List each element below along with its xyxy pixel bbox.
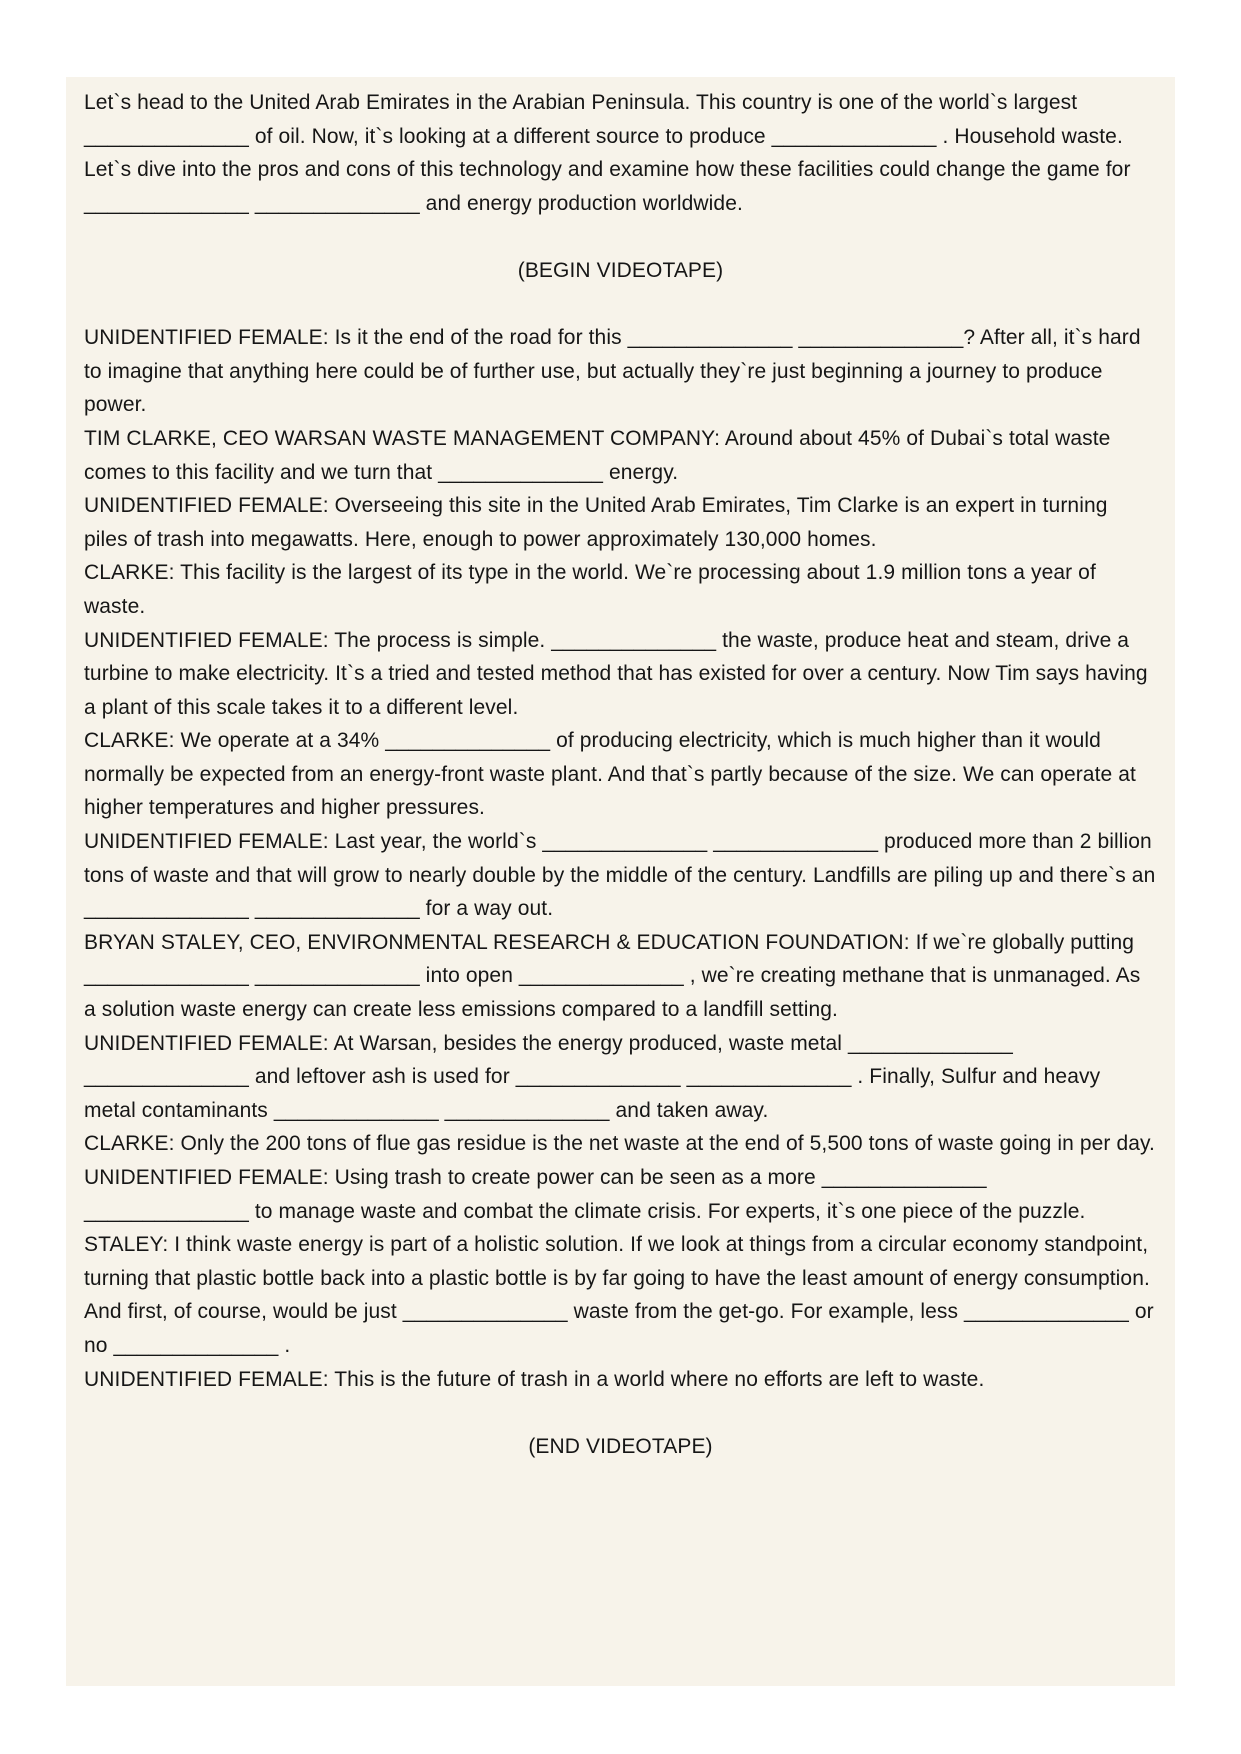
transcript-paragraph: UNIDENTIFIED FEMALE: The process is simple. ______________ the waste, produce heat and steam, drive a turbine to make electricity. It`s a tried and tested method that has existed for over a century. Now Tim says having a plant of this scale takes it to a different level.	[84, 628, 1148, 719]
begin-videotape-marker: (BEGIN VIDEOTAPE)	[517, 258, 724, 282]
end-videotape-marker: (END VIDEOTAPE)	[528, 1434, 713, 1458]
transcript-paragraph: BRYAN STALEY, CEO, ENVIRONMENTAL RESEARCH & EDUCATION FOUNDATION: If we`re globally putting ______________ ______________ into open ______________ , we`re creating methane that is unmanaged. As a solution waste energy can create less emissions compared to a landfill setting.	[84, 930, 1141, 1022]
transcript-paragraph: CLARKE: Only the 200 tons of flue gas residue is the net waste at the end of 5,500 tons of waste going in per day.	[84, 1132, 1155, 1156]
transcript-paragraph: CLARKE: This facility is the largest of its type in the world. We`re processing about 1.9 million tons a year of waste.	[84, 561, 1096, 618]
transcript-sheet	[66, 77, 1175, 1686]
transcript-paragraph: UNIDENTIFIED FEMALE: At Warsan, besides the energy produced, waste metal ______________ ______________ and leftover ash is used for ______________ ______________ . Finally, Sulfur and heavy metal contaminants ______________ ______________ and taken away.	[84, 1031, 1101, 1122]
transcript-paragraph: UNIDENTIFIED FEMALE: Overseeing this site in the United Arab Emirates, Tim Clarke is an expert in turning piles of trash into megawatts. Here, enough to power approximately 130,000 homes.	[84, 494, 1108, 551]
transcript-paragraph: STALEY: I think waste energy is part of a holistic solution. If we look at things from a circular economy standpoint, turning that plastic bottle back into a plastic bottle is by far going to have the least amount of energy consumption. And first, of course, would be just ______________ waste from the get-go. For example, less ______________ or no ______________ .	[84, 1233, 1154, 1357]
transcript-paragraph: UNIDENTIFIED FEMALE: This is the future of trash in a world where no efforts are left to waste.	[84, 1367, 985, 1391]
transcript-paragraph: CLARKE: We operate at a 34% ______________ of producing electricity, which is much higher than it would normally be expected from an energy-front waste plant. And that`s partly because of the size. We can operate at higher temperatures and higher pressures.	[84, 729, 1136, 820]
transcript-paragraph: TIM CLARKE, CEO WARSAN WASTE MANAGEMENT COMPANY: Around about 45% of Dubai`s total waste comes to this facility and we turn that ______________ energy.	[84, 426, 1111, 484]
transcript-body	[84, 321, 1157, 1396]
transcript-paragraph: UNIDENTIFIED FEMALE: Using trash to create power can be seen as a more ______________ ______________ to manage waste and combat the climate crisis. For experts, it`s one piece of the puzzle.	[84, 1166, 1086, 1223]
transcript-paragraph: UNIDENTIFIED FEMALE: Last year, the world`s ______________ ______________ produced more than 2 billion tons of waste and that will grow to nearly double by the middle of the century. Landfills are piling up and there`s an ______________ ______________ for a way out.	[84, 830, 1156, 921]
intro-paragraph: Let`s head to the United Arab Emirates in the Arabian Peninsula. This country is one of the world`s largest ______________ of oil. Now, it`s looking at a different source to produce ______________ . Household waste. Let`s dive into the pros and cons of this technology and examine how these facilities could change the game for ______________ ______________ and energy production worldwide.	[84, 91, 1131, 215]
transcript-paragraph: UNIDENTIFIED FEMALE: Is it the end of the road for this ______________ ______________? After all, it`s hard to imagine that anything here could be of further use, but actually they`re just beginning a journey to produce power.	[84, 326, 1141, 417]
